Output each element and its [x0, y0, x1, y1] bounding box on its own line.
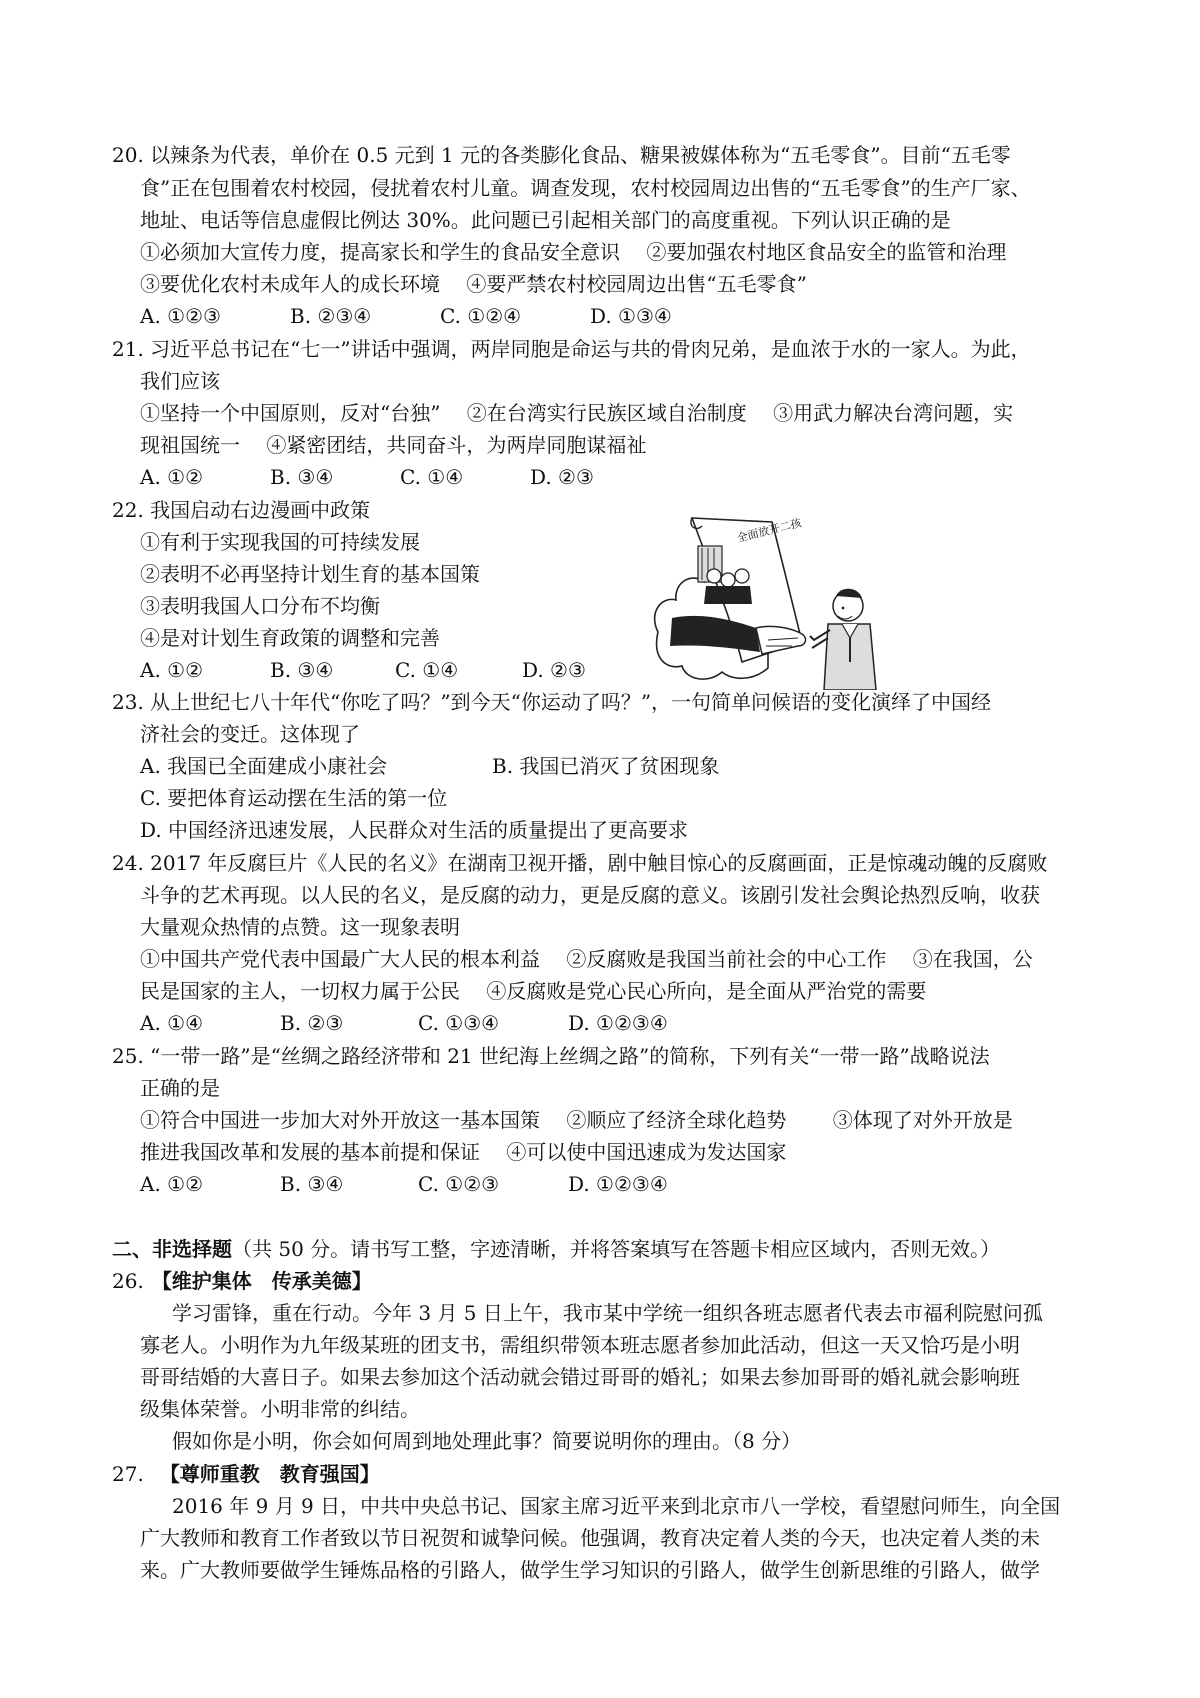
q27-number: 27. — [112, 1462, 144, 1486]
children-group — [704, 586, 752, 604]
q25-option-a: A. ①② — [140, 1172, 204, 1196]
q27-line-1: 2016 年 9 月 9 日，中共中央总书记、国家主席习近平来到北京市八一学校，看望慰问师生，向全国 — [172, 1494, 1061, 1518]
q23-option-c: C. 要把体育运动摆在生活的第一位 — [140, 786, 448, 810]
q26-line-1: 学习雷锋，重在行动。今年 3 月 5 日上午，我市某中学统一组织各班志愿者代表去市福利院慰问孤 — [172, 1301, 1043, 1325]
q25-line-1: 25. “一带一路”是“丝绸之路经济带和 21 世纪海上丝绸之路”的简称，下列有关“一带一路”战略说法 — [112, 1044, 990, 1068]
q26-heading: 【维护集体 传承美德】 — [151, 1269, 372, 1293]
q25-line-2: 正确的是 — [140, 1076, 220, 1100]
q20-line-3: 地址、电话等信息虚假比例达 30%。此问题已引起相关部门的高度重视。下列认识正确的是 — [140, 208, 951, 232]
q22-option-a: A. ①② — [140, 658, 204, 682]
q26-heading-line — [112, 1267, 372, 1295]
q20-option-a: A. ①②③ — [140, 304, 221, 328]
q23-line-2: 济社会的变迁。这体现了 — [140, 722, 360, 746]
q22-option-c: C. ①④ — [395, 658, 459, 682]
child-figure — [735, 569, 749, 583]
policy-cartoon-illustration — [652, 512, 884, 690]
q27-heading: 【尊师重教 教育强国】 — [159, 1462, 380, 1486]
q22-line-5: ④是对计划生育政策的调整和完善 — [140, 626, 440, 650]
section-heading — [112, 1235, 1000, 1263]
q26-number: 26. — [112, 1269, 144, 1293]
q20-line-5: ③要优化农村未成年人的成长环境 ④要严禁农村校园周边出售“五毛零食” — [140, 272, 807, 296]
q22-option-d: D. ②③ — [522, 658, 586, 682]
q24-option-b: B. ②③ — [280, 1011, 344, 1035]
q23-option-b: B. 我国已消灭了贫困现象 — [492, 754, 720, 778]
q22-line-1: 22. 我国启动右边漫画中政策 — [112, 498, 371, 522]
q21-line-1: 21. 习近平总书记在“七一”讲话中强调，两岸同胞是命运与共的骨肉兄弟，是血浓于水的一家人。为此， — [112, 337, 1031, 361]
q20-option-d: D. ①③④ — [590, 304, 672, 328]
q26-line-5: 假如你是小明，你会如何周到地处理此事？简要说明你的理由。（8 分） — [172, 1429, 802, 1453]
q22-line-2: ①有利于实现我国的可持续发展 — [140, 530, 420, 554]
q21-line-4: 现祖国统一 ④紧密团结，共同奋斗，为两岸同胞谋福祉 — [140, 433, 647, 457]
q26-line-3: 哥哥结婚的大喜日子。如果去参加这个活动就会错过哥哥的婚礼；如果去参加哥哥的婚礼就会影响班 — [140, 1365, 1020, 1389]
q26-line-2: 寡老人。小明作为九年级某班的团支书，需组织带领本班志愿者参加此活动，但这一天又恰巧是小明 — [140, 1333, 1020, 1357]
q25-line-4: 推进我国改革和发展的基本前提和保证 ④可以使中国迅速成为发达国家 — [140, 1140, 787, 1164]
q25-line-3: ①符合中国进一步加大对外开放这一基本国策 ②顺应了经济全球化趋势 ③体现了对外开放是 — [140, 1108, 1013, 1132]
q25-option-c: C. ①②③ — [418, 1172, 500, 1196]
section-title: 二、非选择题 — [112, 1237, 232, 1261]
q23-option-a: A. 我国已全面建成小康社会 — [140, 754, 388, 778]
q24-line-5: 民是国家的主人，一切权力属于公民 ④反腐败是党心民心所向，是全面从严治党的需要 — [140, 979, 927, 1003]
q24-line-2: 斗争的艺术再现。以人民的名义，是反腐的动力，更是反腐的意义。该剧引发社会舆论热烈反响，收获 — [140, 883, 1040, 907]
q26-line-4: 级集体荣誉。小明非常的纠结。 — [140, 1397, 420, 1421]
q27-line-2: 广大教师和教育工作者致以节日祝贺和诚挚问候。他强调，教育决定着人类的今天，也决定着人类的未 — [140, 1526, 1040, 1550]
q21-option-c: C. ①④ — [400, 465, 464, 489]
q24-line-3: 大量观众热情的点赞。这一现象表明 — [140, 915, 460, 939]
q21-option-a: A. ①② — [140, 465, 204, 489]
q21-option-b: B. ③④ — [270, 465, 334, 489]
q24-option-a: A. ①④ — [140, 1011, 204, 1035]
q24-option-c: C. ①③④ — [418, 1011, 500, 1035]
q27-line-3: 来。广大教师要做学生锤炼品格的引路人，做学生学习知识的引路人，做学生创新思维的引路人，做学 — [140, 1558, 1040, 1582]
section-note: （共 50 分。请书写工整，字迹清晰，并将答案填写在答题卡相应区域内，否则无效。） — [232, 1237, 1001, 1261]
q22-option-b: B. ③④ — [270, 658, 334, 682]
q23-line-1: 23. 从上世纪七八十年代“你吃了吗？”到今天“你运动了吗？”，一句简单问候语的变化演绎了中国经 — [112, 690, 992, 714]
q22-line-3: ②表明不必再坚持计划生育的基本国策 — [140, 562, 480, 586]
q21-line-2: 我们应该 — [140, 369, 220, 393]
cartoon-caption: 全面放开二孩 — [735, 516, 803, 545]
q20-option-c: C. ①②④ — [440, 304, 522, 328]
q24-line-4: ①中国共产党代表中国最广大人民的根本利益 ②反腐败是我国当前社会的中心工作 ③在我国，公 — [140, 947, 1033, 971]
q24-option-d: D. ①②③④ — [568, 1011, 668, 1035]
q24-line-1: 24. 2017 年反腐巨片《人民的名义》在湖南卫视开播，剧中触目惊心的反腐画面，正是惊魂动魄的反腐败 — [112, 851, 1048, 875]
q21-option-d: D. ②③ — [530, 465, 594, 489]
child-figure — [707, 569, 721, 583]
q20-line-2: 食”正在包围着农村校园，侵扰着农村儿童。调查发现，农村校园周边出售的“五毛零食”的生产厂家、 — [140, 176, 1031, 200]
q23-option-d: D. 中国经济迅速发展，人民群众对生活的质量提出了更高要求 — [140, 818, 689, 842]
q21-line-3: ①坚持一个中国原则，反对“台独” ②在台湾实行民族区域自治制度 ③用武力解决台湾问题，实 — [140, 401, 1014, 425]
q22-line-4: ③表明我国人口分布不均衡 — [140, 594, 380, 618]
q20-line-4: ①必须加大宣传力度，提高家长和学生的食品安全意识 ②要加强农村地区食品安全的监管和治理 — [140, 240, 1007, 264]
q20-option-b: B. ②③④ — [290, 304, 372, 328]
child-figure — [721, 573, 735, 587]
q25-option-d: D. ①②③④ — [568, 1172, 668, 1196]
q27-heading-line — [112, 1460, 380, 1488]
q20-line-1: 20. 以辣条为代表，单价在 0.5 元到 1 元的各类膨化食品、糖果被媒体称为“五毛零食”。目前“五毛零 — [112, 143, 1011, 167]
q25-option-b: B. ③④ — [280, 1172, 344, 1196]
